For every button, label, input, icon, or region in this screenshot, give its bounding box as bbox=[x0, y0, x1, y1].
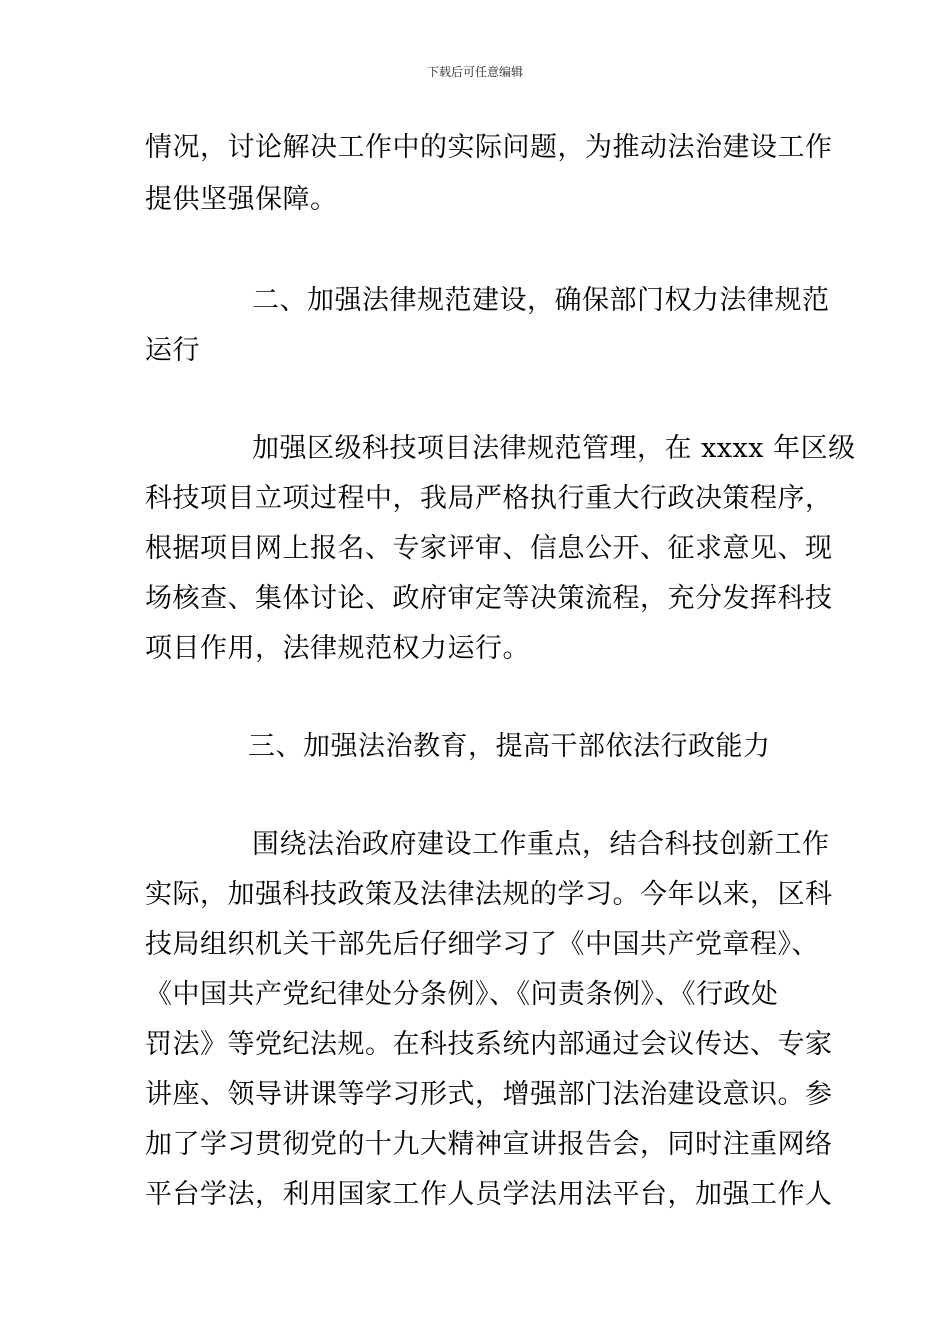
paragraph-3-line-6: 讲座、领导讲课等学习形式，增强部门法治建设意识。参 bbox=[145, 1079, 833, 1110]
paragraph-3-line-3: 技局组织机关干部先后仔细学习了《中国共产党章程》、 bbox=[145, 929, 819, 960]
section-2-heading-line-1: 二、加强法律规范建设，确保部门权力法律规范 bbox=[252, 285, 830, 316]
section-3-heading: 三、加强法治教育，提高干部依法行政能力 bbox=[248, 731, 771, 762]
paragraph-1-line-2: 提供坚强保障。 bbox=[145, 184, 338, 215]
paragraph-3-line-5: 罚法》等党纪法规。在科技系统内部通过会议传达、专家 bbox=[145, 1029, 833, 1060]
paragraph-3-line-7: 加了学习贯彻党的十九大精神宣讲报告会，同时注重网络 bbox=[145, 1129, 833, 1160]
paragraph-3-line-8: 平台学法，利用国家工作人员学法用法平台，加强工作人 bbox=[145, 1179, 833, 1210]
paragraph-2-line-5: 项目作用，法律规范权力运行。 bbox=[145, 633, 530, 664]
paragraph-2-line-3: 根据项目网上报名、专家评审、信息公开、征求意见、现 bbox=[145, 533, 833, 564]
section-2-heading-line-2: 运行 bbox=[145, 335, 200, 366]
paragraph-2-line-1: 加强区级科技项目法律规范管理，在 xxxx 年区级 bbox=[252, 433, 856, 464]
paragraph-1-line-1: 情况，讨论解决工作中的实际问题，为推动法治建设工作 bbox=[145, 132, 833, 163]
page-header: 下载后可任意编辑 bbox=[426, 65, 523, 79]
paragraph-3-line-1: 围绕法治政府建设工作重点，结合科技创新工作 bbox=[252, 829, 830, 860]
paragraph-3-line-4: 《中国共产党纪律处分条例》、《问责条例》、《行政处 bbox=[145, 979, 779, 1010]
paragraph-2-line-2: 科技项目立项过程中，我局严格执行重大行政决策程序， bbox=[145, 483, 833, 514]
paragraph-3-line-2: 实际，加强科技政策及法律法规的学习。今年以来，区科 bbox=[145, 879, 833, 910]
paragraph-2-line-4: 场核查、集体讨论、政府审定等决策流程，充分发挥科技 bbox=[145, 583, 833, 614]
